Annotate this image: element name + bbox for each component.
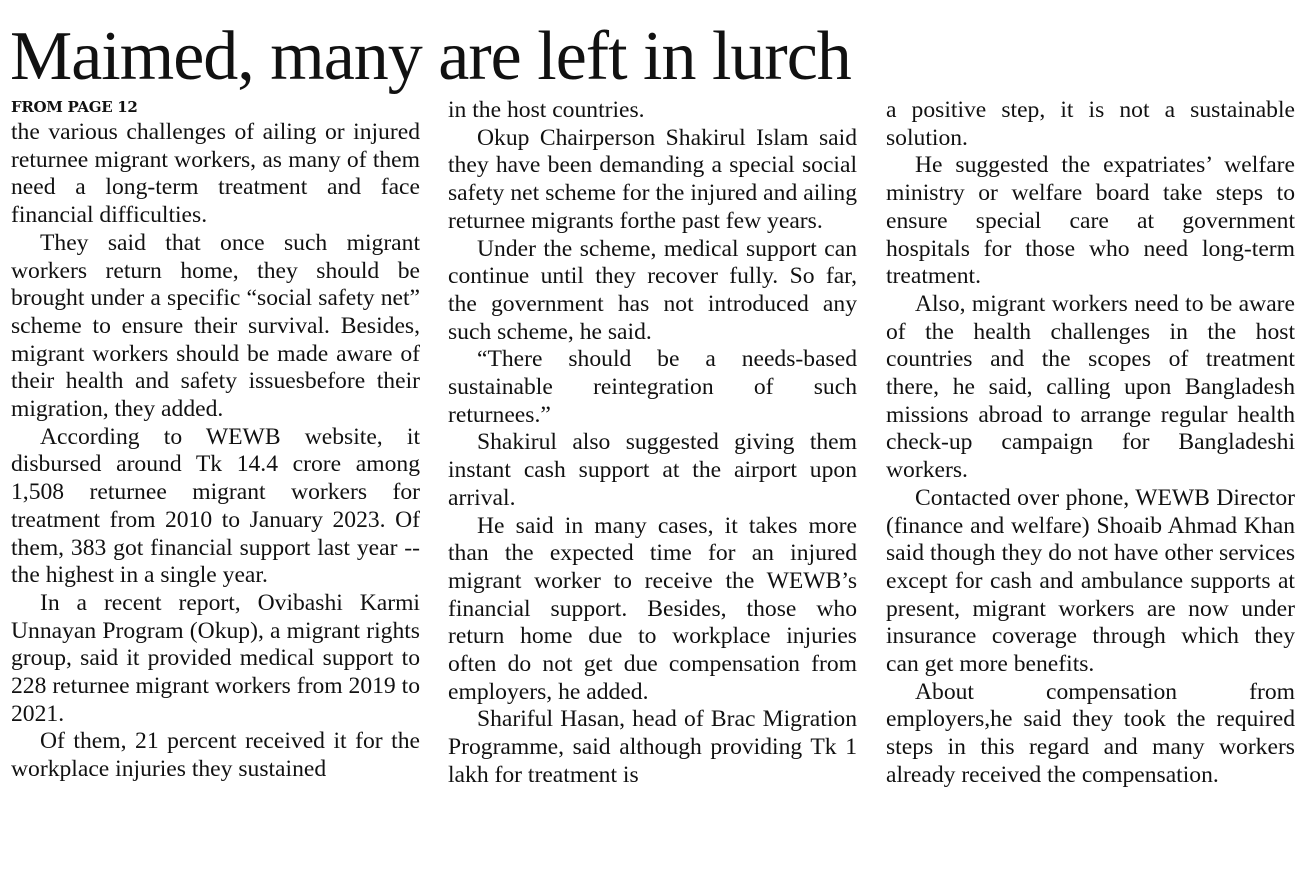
paragraph: in the host countries.: [448, 97, 645, 123]
paragraph: Under the scheme, medical support can continue until they recover fully. So far, the government has not introduced any such scheme, he said.: [448, 235, 857, 345]
paragraph: He said in many cases, it takes more than the expected time for an injured migrant worker to receive the WEWB’s financial support. Besides, those who return home due to workplace injuries often do not get due compensation from employers, he added.: [448, 512, 857, 705]
paragraph: Of them, 21 percent received it for the workplace injuries they sustained: [11, 728, 420, 783]
article-column-2: [448, 97, 857, 790]
paragraph: He suggested the expatriates’ welfare ministry or welfare board take steps to ensure special care at government hospitals for those who need long-term treatment.: [886, 152, 1295, 290]
paragraph: According to WEWB website, it disbursed around Tk 14.4 crore among 1,508 returnee migrant workers for treatment from 2010 to January 2023. Of them, 383 got financial support last year -- the highest in a single year.: [11, 423, 420, 589]
headline: Maimed, many are left in lurch: [10, 18, 851, 95]
paragraph: In a recent report, Ovibashi Karmi Unnayan Program (Okup), a migrant rights group, said it provided medical support to 228 returnee migrant workers from 2019 to 2021.: [11, 589, 420, 727]
paragraph: the various challenges of ailing or injured returnee migrant workers, as many of them need a long-term treatment and face financial difficulties.: [11, 119, 420, 229]
continued-from-label: FROM PAGE 12: [11, 98, 138, 116]
article-column-3: [886, 97, 1295, 790]
paragraph: Shariful Hasan, head of Brac Migration Programme, said although providing Tk 1 lakh for treatment is: [448, 706, 857, 788]
article-column-1: [11, 96, 420, 784]
paragraph: Also, migrant workers need to be aware of the health challenges in the host countries and the scopes of treatment there, he said, calling upon Bangladesh missions abroad to arrange regular health check-up campaign for Bangladeshi workers.: [886, 290, 1295, 484]
paragraph: “There should be a needs-based sustainable reintegration of such returnees.”: [448, 346, 857, 428]
paragraph: Okup Chairperson Shakirul Islam said they have been demanding a special social safety net scheme for the injured and ailing returnee migrants forthe past few years.: [448, 124, 857, 234]
paragraph: About compensation from employers,he said they took the required steps in this regard and many workers already received the compensation.: [886, 678, 1295, 788]
paragraph: They said that once such migrant workers return home, they should be brought under a specific “social safety net” scheme to ensure their survival. Besides, migrant workers should be made aware of their health and safety issuesbefore their migration, they added.: [11, 229, 420, 423]
paragraph: Contacted over phone, WEWB Director (finance and welfare) Shoaib Ahmad Khan said though they do not have other services except for cash and ambulance supports at present, migrant workers are now under insurance coverage through which they can get more benefits.: [886, 484, 1295, 678]
paragraph: a positive step, it is not a sustainable solution.: [886, 97, 1295, 151]
paragraph: Shakirul also suggested giving them instant cash support at the airport upon arrival.: [448, 429, 857, 511]
